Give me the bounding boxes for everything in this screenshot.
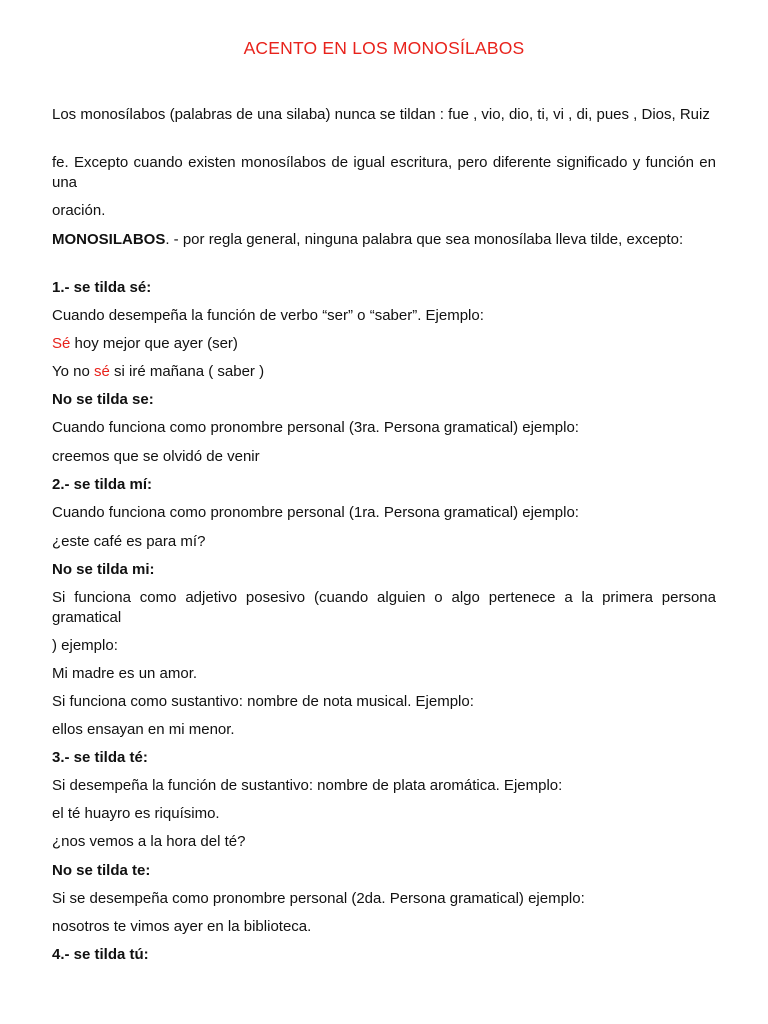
example-ensayan: ellos ensayan en mi menor. [52, 721, 235, 738]
paragraph-verb-ser-saber: Cuando desempeña la función de verbo “ser” o “saber”. Ejemplo: [52, 307, 484, 324]
paragraph-oracion: oración. [52, 202, 106, 219]
rule-text: . - por regla general, ninguna palabra que sea monosílaba lleva tilde, excepto: [165, 231, 684, 248]
paragraph-pronombre-3ra: Cuando funciona como pronombre personal (3ra. Persona gramatical) ejemplo: [52, 419, 579, 436]
highlight-se: Sé [52, 335, 71, 352]
paragraph-ejemplo: ) ejemplo: [52, 637, 118, 654]
paragraph-exception: fe. Excepto cuando existen monosílabos de igual escritura, pero diferente significado y función en una [52, 154, 716, 191]
heading-se-tilda-se: 1.- se tilda sé: [52, 279, 152, 296]
heading-no-se-tilda-te: No se tilda te: [52, 862, 151, 879]
example-cafe: ¿este café es para mí? [52, 533, 206, 550]
example-saber-pre: Yo no [52, 363, 94, 380]
example-ser-text: hoy mejor que ayer (ser) [70, 335, 238, 352]
paragraph-pronombre-2da: Si se desempeña como pronombre personal (2da. Persona gramatical) ejemplo: [52, 890, 585, 907]
example-ser [52, 334, 716, 354]
heading-se-tilda-te: 3.- se tilda té: [52, 749, 148, 766]
paragraph-rule [52, 230, 716, 250]
paragraph-sustantivo: Si desempeña la función de sustantivo: nombre de plata aromática. Ejemplo: [52, 777, 563, 794]
heading-no-se-tilda-mi: No se tilda mi: [52, 561, 155, 578]
heading-se-tilda-tu: 4.- se tilda tú: [52, 946, 149, 963]
example-hora-del-te: ¿nos vemos a la hora del té? [52, 833, 246, 850]
example-madre: Mi madre es un amor. [52, 665, 198, 682]
document-title: ACENTO EN LOS MONOSÍLABOS [243, 38, 525, 58]
highlight-se-2: sé [94, 363, 110, 380]
heading-no-se-tilda-se: No se tilda se: [52, 391, 154, 408]
paragraph-pronombre-1ra: Cuando funciona como pronombre personal (1ra. Persona gramatical) ejemplo: [52, 504, 579, 521]
example-huayro: el té huayro es riquísimo. [52, 805, 220, 822]
rule-label: MONOSILABOS [52, 231, 166, 248]
heading-se-tilda-mi: 2.- se tilda mí: [52, 476, 153, 493]
example-olvido: creemos que se olvidó de venir [52, 448, 260, 465]
paragraph-adjetivo-posesivo: Si funciona como adjetivo posesivo (cuando alguien o algo pertenece a la primera persona gramatical [52, 589, 716, 626]
paragraph-intro: Los monosílabos (palabras de una silaba) nunca se tildan : fue , vio, dio, ti, vi , di, pues , Dios, Ruiz [52, 106, 710, 123]
example-biblioteca: nosotros te vimos ayer en la biblioteca. [52, 918, 312, 935]
paragraph-nota-musical: Si funciona como sustantivo: nombre de nota musical. Ejemplo: [52, 693, 474, 710]
example-saber [52, 362, 716, 382]
example-saber-text: si iré mañana ( saber ) [109, 363, 265, 380]
